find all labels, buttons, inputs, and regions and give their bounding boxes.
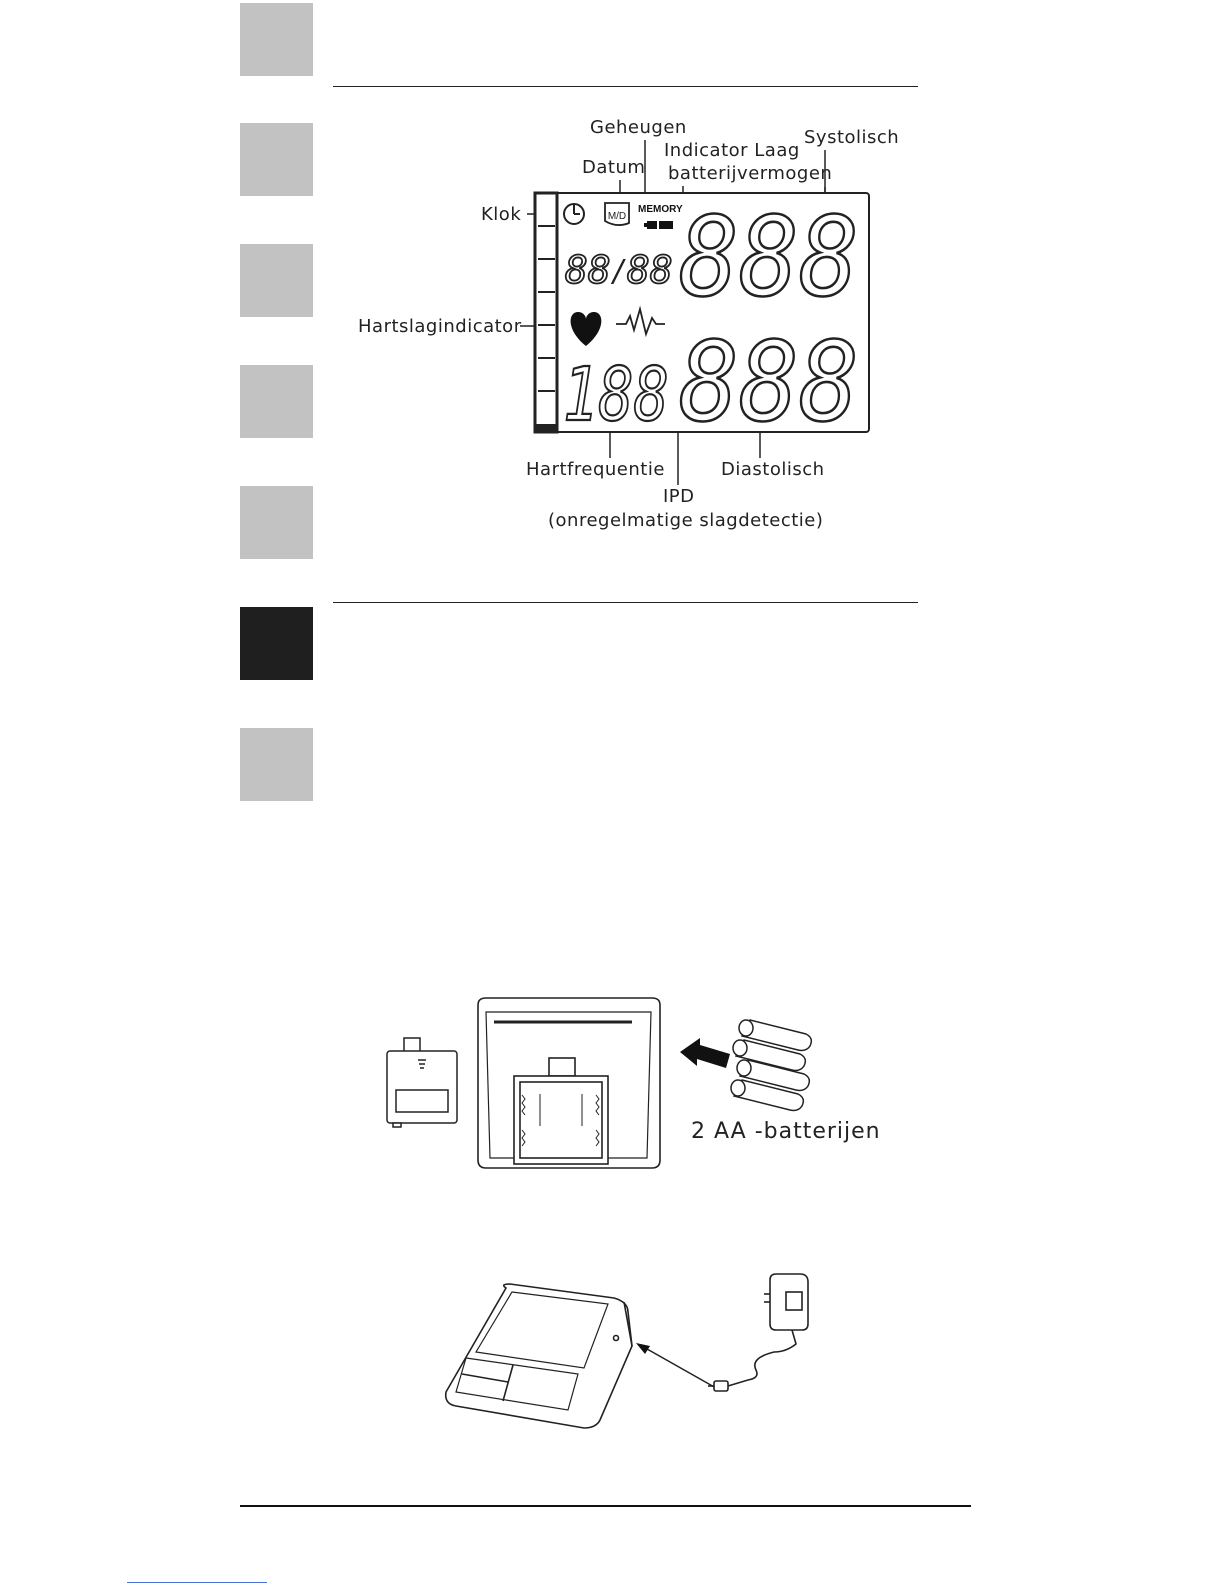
systolic-display-digits: 888 [679, 193, 859, 321]
date-display-digits-2: 88 [627, 248, 673, 292]
calendar-icon [605, 203, 629, 225]
label-hartfrequentie: Hartfrequentie [526, 459, 665, 480]
side-tab-7 [240, 728, 313, 801]
battery-compartment-figure [380, 995, 840, 1175]
monitor-back-illustration [478, 998, 660, 1168]
label-datum: Datum [582, 157, 646, 178]
aa-batteries-illustration [731, 1020, 811, 1111]
label-ipd-description: (onregelmatige slagdetectie) [548, 510, 824, 531]
memory-icon-text: MEMORY [638, 204, 683, 215]
label-systolisch: Systolisch [804, 127, 900, 148]
ac-adapter-figure [430, 1265, 830, 1440]
date-separator: / [613, 254, 624, 289]
side-tab-6-active [240, 607, 313, 680]
date-display-digits: 88 [565, 248, 611, 292]
monitor-front-illustration [446, 1284, 632, 1428]
battery-cover-illustration [387, 1038, 457, 1127]
label-ipd: IPD [663, 486, 695, 507]
footer-link-underline [127, 1582, 267, 1583]
lcd-display-diagram [0, 0, 1224, 600]
page-footer-rule [240, 1505, 971, 1507]
label-diastolisch: Diastolisch [721, 459, 825, 480]
power-adapter-illustration [708, 1274, 808, 1391]
label-klok: Klok [481, 204, 522, 225]
connect-arrow-line [640, 1345, 716, 1388]
label-hartslagindicator: Hartslagindicator [358, 316, 522, 337]
diastolic-display-digits: 888 [679, 318, 859, 446]
label-indicator-line1: Indicator Laag [664, 140, 800, 161]
pulse-display-digits: 188 [563, 352, 669, 438]
section-divider-middle [333, 602, 918, 603]
battery-caption: 2 AA -batterijen [691, 1119, 881, 1144]
label-indicator-line2: batterijvermogen [668, 163, 833, 184]
connect-arrow-head [636, 1343, 650, 1354]
label-geheugen: Geheugen [590, 117, 687, 138]
svg-text:M/D: M/D [607, 211, 627, 222]
insert-arrow-icon [680, 1038, 730, 1068]
